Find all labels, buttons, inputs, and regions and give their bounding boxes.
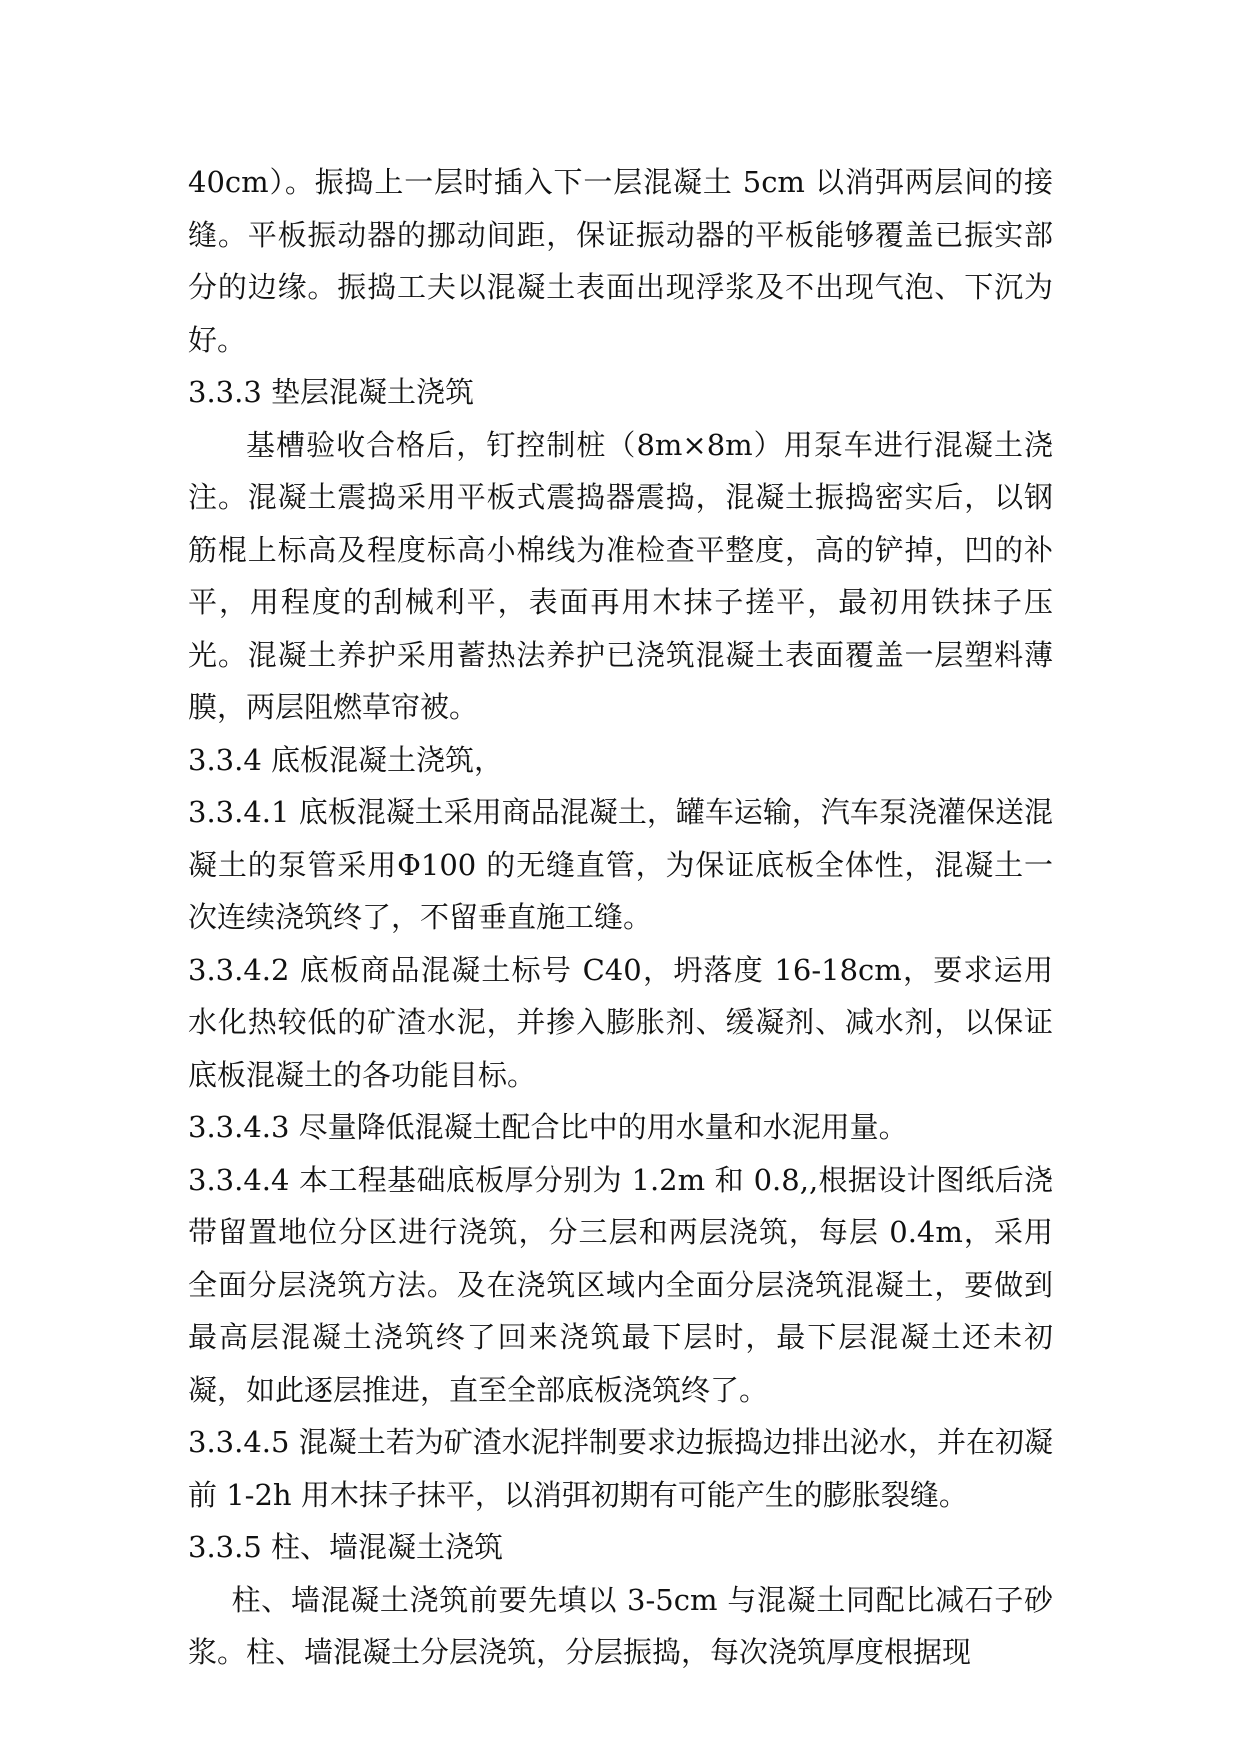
heading-3-3-5: 3.3.5 柱、墙混凝土浇筑 — [188, 1530, 504, 1564]
document-body — [188, 156, 1053, 1679]
paragraph-3-3-4-1: 3.3.4.1 底板混凝土采用商品混凝土，罐车运输，汽车泵浇灌保送混凝土的泵管采用Φ100 的无缝直管，为保证底板全体性，混凝土一次连续浇筑终了，不留垂直施工缝。 — [188, 795, 1053, 934]
paragraph-3-3-4-2: 3.3.4.2 底板商品混凝土标号 C40，坍落度 16-18cm，要求运用水化热较低的矿渣水泥，并掺入膨胀剂、缓凝剂、减水剂，以保证底板混凝土的各功能目标。 — [188, 952, 1053, 1092]
paragraph-3-3-4-5: 3.3.4.5 混凝土若为矿渣水泥拌制要求边振捣边排出泌水，并在初凝前 1-2h 用木抹子抹平，以消弭初期有可能产生的膨胀裂缝。 — [188, 1425, 1053, 1512]
heading-3-3-4: 3.3.4 底板混凝土浇筑， — [188, 742, 504, 777]
paragraph-3-3-3: 基槽验收合格后，钉控制桩（8m×8m）用泵车进行混凝土浇注。混凝土震捣采用平板式震捣器震捣，混凝土振捣密实后，以钢筋棍上标高及程度标高小棉线为准检查平整度，高的铲掉，凹的补平，用程度的刮械利平，表面再用木抹子搓平，最初用铁抹子压光。混凝土养护采用蓄热法养护已浇筑混凝土表面覆盖一层塑料薄膜，两层阻燃草帘被。 — [188, 427, 1053, 724]
paragraph-continuation: 40cm）。振捣上一层时插入下一层混凝土 5cm 以消弭两层间的接缝。平板振动器的挪动间距，保证振动器的平板能够覆盖已振实部分的边缘。振捣工夫以混凝土表面出现浮浆及不出现气泡、下沉为好。 — [188, 165, 1053, 357]
heading-3-3-3: 3.3.3 垫层混凝土浇筑 — [188, 375, 475, 409]
paragraph-3-3-5: 柱、墙混凝土浇筑前要先填以 3-5cm 与混凝土同配比减石子砂浆。柱、墙混凝土分层浇筑，分层振捣，每次浇筑厚度根据现 — [188, 1582, 1053, 1669]
paragraph-3-3-4-3: 3.3.4.3 尽量降低混凝土配合比中的用水量和水泥用量。 — [188, 1110, 908, 1144]
paragraph-3-3-4-4: 3.3.4.4 本工程基础底板厚分别为 1.2m 和 0.8,,根据设计图纸后浇带留置地位分区进行浇筑，分三层和两层浇筑，每层 0.4m，采用全面分层浇筑方法。及在浇筑区域内全面分层浇筑混凝土，要做到最高层混凝土浇筑终了回来浇筑最下层时，最下层混凝土还未初凝，如此逐层推进，直至全部底板浇筑终了。 — [188, 1162, 1053, 1407]
